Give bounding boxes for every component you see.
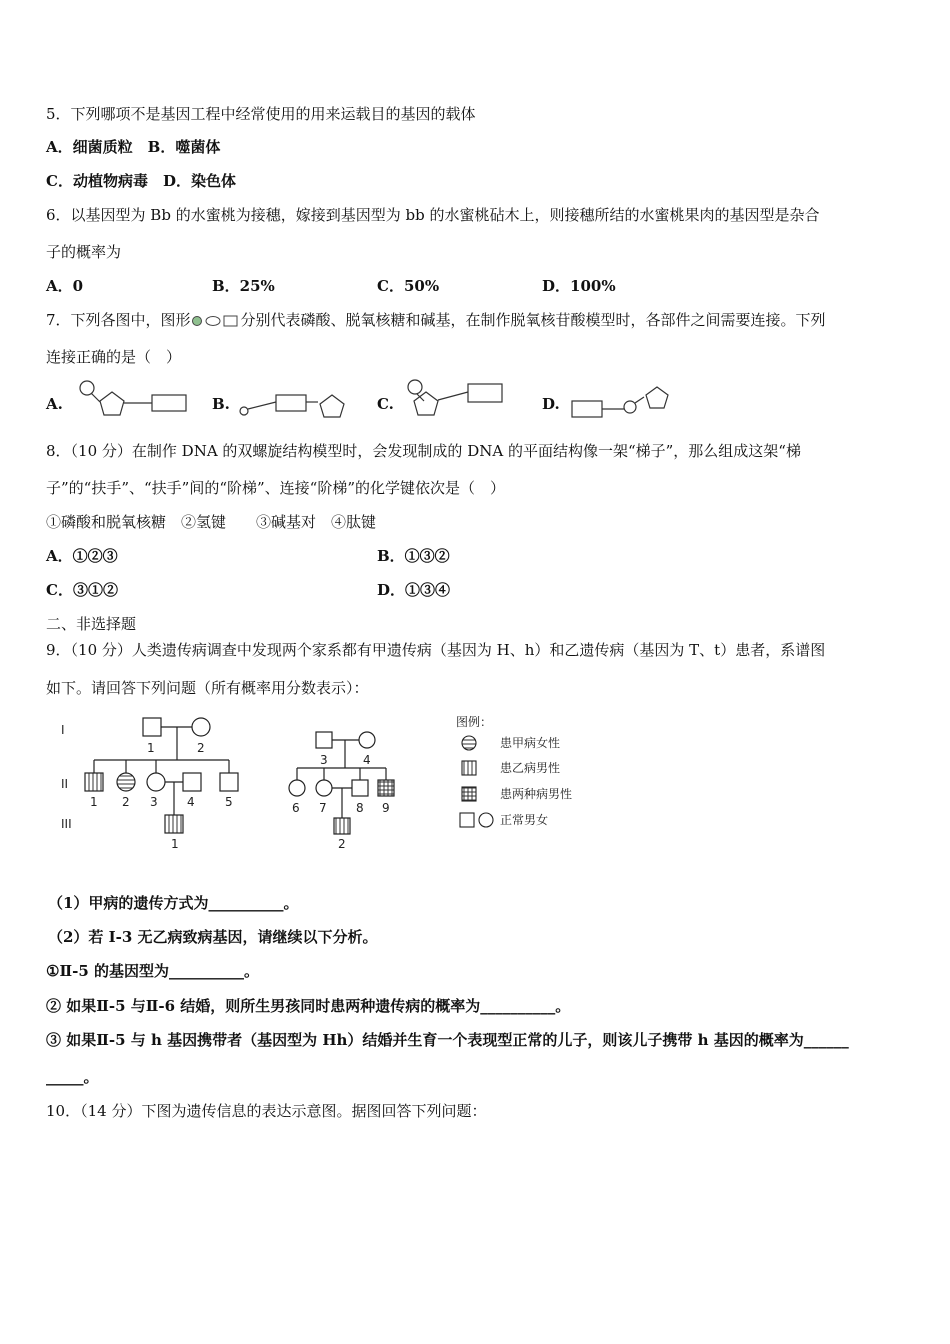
legend-normal-male-icon xyxy=(460,813,474,827)
f2-I-3-num: 3 xyxy=(320,753,328,767)
f1-II-3-num: 3 xyxy=(150,795,158,809)
legend-disease-a-female-icon xyxy=(462,736,476,750)
legend-title: 图例： xyxy=(456,715,493,729)
q8-items: ①磷酸和脱氧核糖 ②氢键 ③碱基对 ④肽键 xyxy=(46,513,377,531)
q6-stem-line1: 6．以基因型为 Bb 的水蜜桃为接穗，嫁接到基因型为 bb 的水蜜桃砧木上，则接穗所结的水蜜桃果肉的基因型是杂合 xyxy=(46,206,820,224)
base-rect-icon xyxy=(224,316,237,326)
sugar-pentagon-icon xyxy=(206,317,220,326)
f2-II-6-num: 6 xyxy=(292,801,300,815)
q9-sub1: （1）甲病的遗传方式为__________。 xyxy=(48,894,299,912)
q5-stem: 5．下列哪项不是基因工程中经常使用的用来运载目的基因的载体 xyxy=(46,105,476,123)
pedigree-legend xyxy=(454,714,584,844)
q8-option-b: B．①③② xyxy=(377,547,450,565)
q9-stem-line1: 9．（10 分）人类遗传病调查中发现两个家系都有甲遗传病（基因为 H、h）和乙遗传病（基因为 T、t）患者，系谱图 xyxy=(46,641,826,659)
q10-stem: 10．（14 分）下图为遗传信息的表达示意图。据图回答下列问题： xyxy=(46,1102,487,1120)
q8-option-d: D．①③④ xyxy=(377,581,451,599)
gen-label-II: II xyxy=(61,777,69,791)
q9-sub2: （2）若 I-3 无乙病致病基因，请继续以下分析。 xyxy=(48,928,378,946)
legend-item-2: 患乙病男性 xyxy=(500,761,561,775)
f1-II-4-num: 4 xyxy=(187,795,195,809)
q5-options-row1: A．细菌质粒 B．噬菌体 xyxy=(46,138,221,156)
f1-II-5-male xyxy=(220,773,238,791)
q7-label-a: A. xyxy=(46,395,63,413)
f1-I-1-male xyxy=(143,718,161,736)
gen-label-I: I xyxy=(61,723,65,737)
q6-option-b: B．25% xyxy=(212,277,275,295)
q6-option-a: A．0 xyxy=(46,277,84,295)
q7-model-d xyxy=(570,383,680,423)
q7-label-d: D. xyxy=(542,395,560,413)
q9-sub2a: ①Ⅱ-5 的基因型为__________。 xyxy=(46,962,259,980)
q9-sub2b: ② 如果Ⅱ-5 与Ⅱ-6 结婚，则所生男孩同时患两种遗传病的概率为__________。 xyxy=(46,997,571,1015)
f2-II-8-male xyxy=(352,780,368,796)
f2-III-2-num: 2 xyxy=(338,837,346,851)
q7-stem-line1 xyxy=(46,310,826,330)
legend-item-4: 正常男女 xyxy=(500,813,549,827)
f1-I-2-female xyxy=(192,718,210,736)
q9-sub2c-line1: ③ 如果Ⅱ-5 与 h 基因携带者（基因型为 Hh）结婚并生育一个表现型正常的儿子，则该儿子携带 h 基因的概率为______ xyxy=(46,1031,849,1049)
q7-shape-legend xyxy=(191,314,241,328)
q6-option-c: C．50% xyxy=(377,277,440,295)
section-heading: 二、非选择题 xyxy=(46,615,137,633)
f1-I-2-num: 2 xyxy=(197,741,205,755)
f1-III-1-num: 1 xyxy=(171,837,179,851)
q8-option-a: A．①②③ xyxy=(46,547,118,565)
f1-II-1-male-disease-b xyxy=(85,773,103,791)
phosphate-circle-icon xyxy=(192,317,201,326)
legend-normal-female-icon xyxy=(479,813,493,827)
q7-model-c xyxy=(400,378,510,422)
f1-II-2-num: 2 xyxy=(122,795,130,809)
legend-both-diseases-male-icon xyxy=(462,787,476,801)
f1-III-1-male-disease-b xyxy=(165,815,183,833)
q6-option-d: D．100% xyxy=(542,277,616,295)
legend-item-3: 患两种病男性 xyxy=(500,787,573,801)
f2-II-8-num: 8 xyxy=(356,801,364,815)
f1-II-2-female-disease-a xyxy=(117,773,135,791)
f1-I-1-num: 1 xyxy=(147,741,155,755)
f2-III-2-male-disease-b xyxy=(334,818,350,834)
q8-stem-line1: 8．（10 分）在制作 DNA 的双螺旋结构模型时，会发现制成的 DNA 的平面结构像一架“梯子”，那么组成这架“梯 xyxy=(46,442,801,460)
f2-I-3-male xyxy=(316,732,332,748)
gen-label-III: III xyxy=(61,817,72,831)
q8-stem-line2: 子”的“扶手”、“扶手”间的“阶梯”、连接“阶梯”的化学键依次是（ ） xyxy=(46,479,506,497)
f2-I-4-num: 4 xyxy=(363,753,371,767)
q7-model-a xyxy=(72,380,192,420)
q7-stem-post: 分别代表磷酸、脱氧核糖和碱基，在制作脱氧核苷酸模型时，各部件之间需要连接。下列 xyxy=(240,311,826,329)
q7-stem-pre: 7．下列各图中，图形 xyxy=(46,311,191,329)
q6-stem-line2: 子的概率为 xyxy=(46,243,122,261)
q7-model-b xyxy=(236,385,356,425)
q9-sub2c-line2: _____。 xyxy=(46,1068,99,1086)
q7-label-c: C. xyxy=(377,395,394,413)
f1-II-4-male xyxy=(183,773,201,791)
q7-label-b: B. xyxy=(212,395,230,413)
q8-option-c: C．③①② xyxy=(46,581,118,599)
f2-II-7-num: 7 xyxy=(319,801,327,815)
q7-stem-line2: 连接正确的是（ ） xyxy=(46,348,182,366)
f2-I-4-female xyxy=(359,732,375,748)
f1-II-3-female xyxy=(147,773,165,791)
q5-options-row2: C．动植物病毒 D．染色体 xyxy=(46,172,236,190)
f2-II-9-male-both-diseases xyxy=(378,780,394,796)
f2-II-6-female xyxy=(289,780,305,796)
f2-II-7-female xyxy=(316,780,332,796)
legend-item-1: 患甲病女性 xyxy=(500,736,561,750)
f1-II-5-num: 5 xyxy=(225,795,233,809)
pedigree-family-2 xyxy=(282,724,412,854)
legend-disease-b-male-icon xyxy=(462,761,476,775)
f1-II-1-num: 1 xyxy=(90,795,98,809)
pedigree-family-1 xyxy=(55,710,285,860)
f2-II-9-num: 9 xyxy=(382,801,390,815)
q9-stem-line2: 如下。请回答下列问题（所有概率用分数表示）： xyxy=(46,679,369,697)
